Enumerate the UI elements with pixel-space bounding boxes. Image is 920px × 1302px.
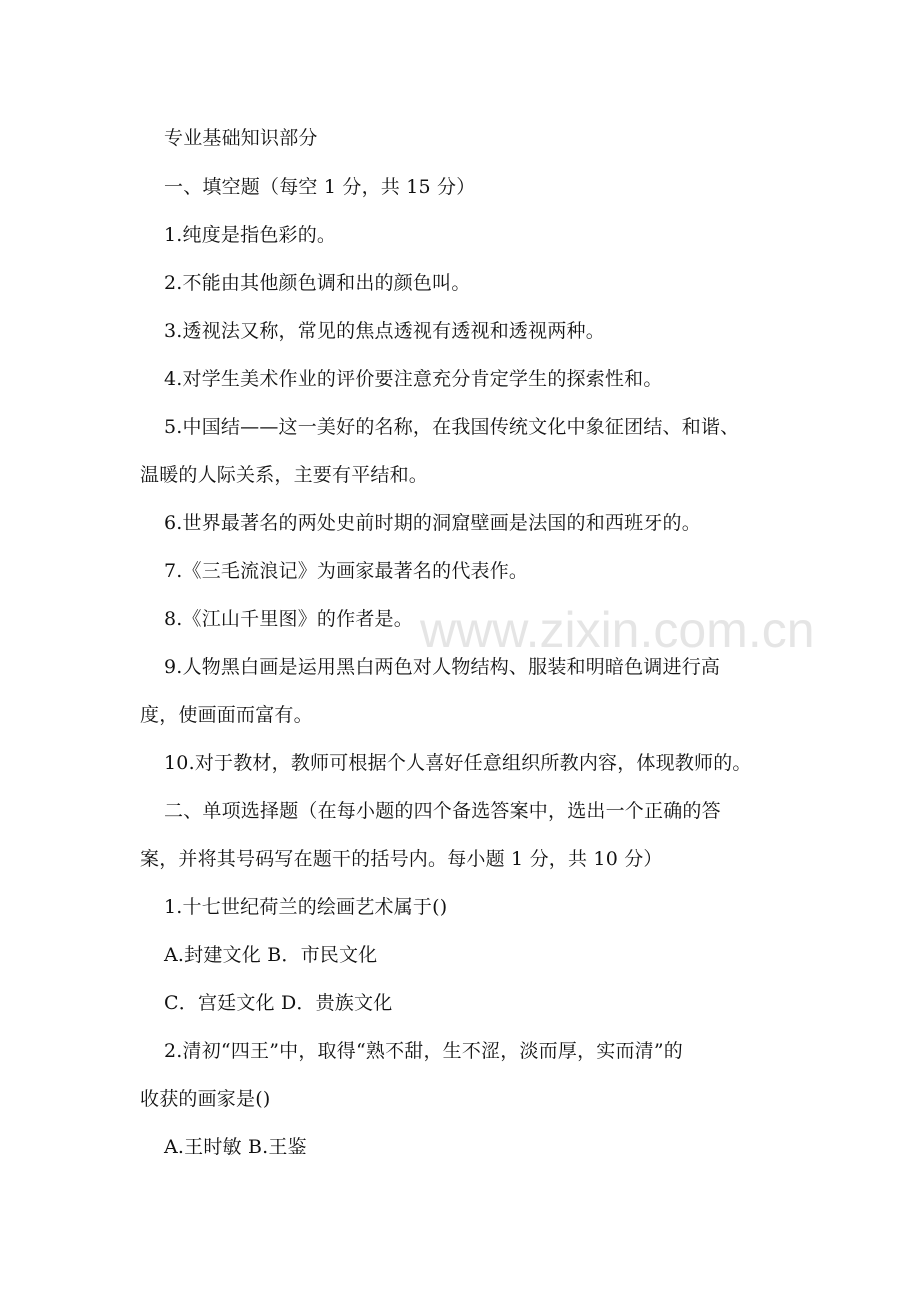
answer-options: A.王时敏 B.王鉴	[164, 1136, 307, 1158]
question-text: 2.清初“四王”中，取得“熟不甜，生不涩，淡而厚，实而清”的	[164, 1040, 683, 1062]
question-text-continued: 温暖的人际关系，主要有平结和。	[140, 464, 429, 486]
question-text: 8.《江山千里图》的作者是。	[164, 608, 413, 630]
answer-options: A.封建文化 B．市民文化	[164, 944, 378, 966]
question-text-continued: 收获的画家是()	[140, 1088, 271, 1110]
question-text: 3.透视法又称，常见的焦点透视有透视和透视两种。	[164, 320, 605, 342]
question-text: 9.人物黑白画是运用黑白两色对人物结构、服装和明暗色调进行高	[164, 656, 721, 678]
single-choice-heading: 二、单项选择题（在每小题的四个备选答案中，选出一个正确的答	[164, 800, 721, 822]
watermark: www.zixin.com.cn	[420, 602, 815, 658]
question-text: 1.十七世纪荷兰的绘画艺术属于()	[164, 896, 448, 918]
question-text: 10.对于教材，教师可根据个人喜好任意组织所教内容，体现教师的。	[164, 752, 752, 774]
question-text: 1.纯度是指色彩的。	[164, 224, 337, 246]
fill-blank-heading: 一、填空题（每空 1 分，共 15 分）	[164, 176, 476, 198]
answer-options: C．宫廷文化 D．贵族文化	[164, 992, 393, 1014]
question-text: 7.《三毛流浪记》为画家最著名的代表作。	[164, 560, 529, 582]
question-text: 5.中国结——这一美好的名称，在我国传统文化中象征团结、和谐、	[164, 416, 740, 438]
section-title: 专业基础知识部分	[164, 127, 318, 149]
question-text: 6.世界最著名的两处史前时期的洞窟壁画是法国的和西班牙的。	[164, 512, 701, 534]
question-text: 4.对学生美术作业的评价要注意充分肯定学生的探索性和。	[164, 368, 663, 390]
single-choice-heading-continued: 案，并将其号码写在题干的括号内。每小题 1 分，共 10 分）	[140, 848, 663, 870]
question-text: 2.不能由其他颜色调和出的颜色叫。	[164, 272, 471, 294]
question-text-continued: 度，使画面而富有。	[140, 704, 313, 726]
